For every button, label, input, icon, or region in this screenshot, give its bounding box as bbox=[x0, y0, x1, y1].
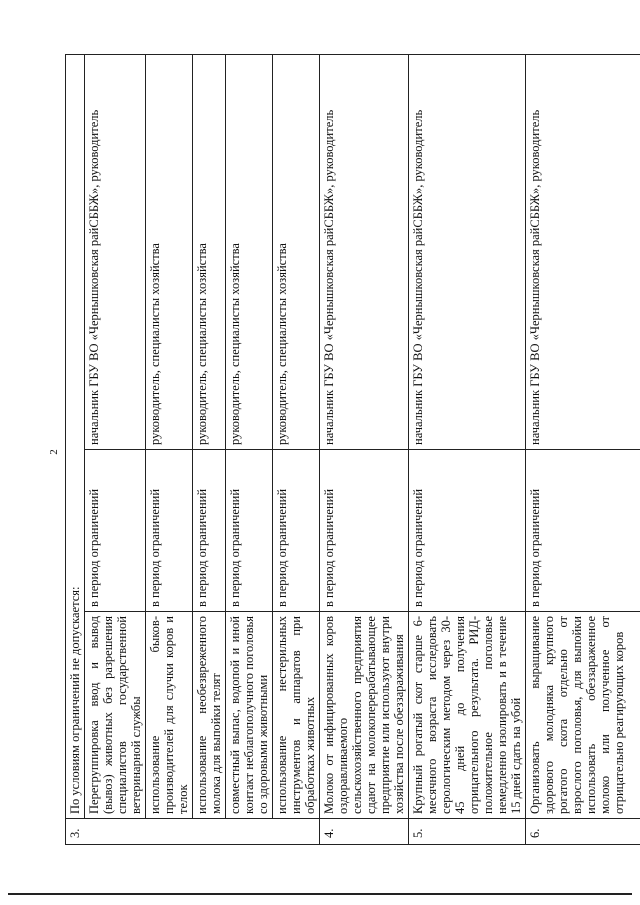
responsible-cell: руководитель, специалисты хозяйства bbox=[273, 55, 320, 450]
deadline-cell: в период ограничений bbox=[409, 450, 526, 612]
table-row bbox=[526, 55, 640, 845]
measure-cell: Организовать выращивание здорового молодняка крупного рогатого скота отдельно от взрослого поголовья, для выпойки использовать обеззараженное молоко или полученное от отрицательно реагирующих коров bbox=[526, 612, 640, 819]
bottom-rule bbox=[8, 893, 632, 895]
table-row bbox=[85, 55, 146, 845]
responsible-cell: руководитель, специалисты хозяйства bbox=[226, 55, 273, 450]
measure-cell: совместный выпас, водопой и иной контакт неблагополучного поголовья со здоровыми животными bbox=[226, 612, 273, 819]
responsible-cell: начальник ГБУ ВО «Чернышковская райСББЖ», руководитель bbox=[320, 55, 409, 450]
row-number: 5. bbox=[409, 819, 526, 845]
measures-table bbox=[65, 54, 640, 845]
deadline-cell: в период ограничений bbox=[526, 450, 640, 612]
table-row bbox=[320, 55, 409, 845]
deadline-cell: в период ограничений bbox=[193, 450, 226, 612]
page-number: 2 bbox=[48, 449, 60, 455]
measure-cell: Крупный рогатый скот старше 6-месячного возраста исследовать серологическим методом через 30-45 дней до получения отрицательного результата. РИД-положительное поголовье немедленно изолировать и в течение 15 дней сдать на убой bbox=[409, 612, 526, 819]
responsible-cell: начальник ГБУ ВО «Чернышковская райСББЖ», руководитель bbox=[85, 55, 146, 450]
responsible-cell: начальник ГБУ ВО «Чернышковская райСББЖ», руководитель bbox=[409, 55, 526, 450]
deadline-cell: в период ограничений bbox=[273, 450, 320, 612]
responsible-cell: начальник ГБУ ВО «Чернышковская райСББЖ», руководитель bbox=[526, 55, 640, 450]
measure-cell: использование быков-производителей для случки коров и телок bbox=[146, 612, 193, 819]
measure-cell: Перегруппировка ввод и вывод (вывоз) животных без разрешения специалистов государственной ветеринарной службы bbox=[85, 612, 146, 819]
responsible-cell: руководитель, специалисты хозяйства bbox=[146, 55, 193, 450]
deadline-cell: в период ограничений bbox=[146, 450, 193, 612]
table-row bbox=[193, 55, 226, 845]
table-row bbox=[226, 55, 273, 845]
table-row bbox=[146, 55, 193, 845]
rotated-table-wrapper bbox=[65, 55, 626, 845]
table-row bbox=[273, 55, 320, 845]
row-number: 3. bbox=[66, 819, 320, 845]
table-row bbox=[66, 55, 85, 845]
measure-cell: Молоко от инфицированных коров оздоравливаемого сельскохозяйственного предприятия сдают на молокоперерабатывающее предприятие или используют внутри хозяйства после обеззараживания bbox=[320, 612, 409, 819]
row-number: 6. bbox=[526, 819, 640, 845]
measure-cell: использование нестерильных инструментов и аппаратов при обработках животных bbox=[273, 612, 320, 819]
deadline-cell: в период ограничений bbox=[226, 450, 273, 612]
section-header: По условиям ограничений не допускается: bbox=[66, 55, 85, 819]
row-number: 4. bbox=[320, 819, 409, 845]
measure-cell: использование необезвреженного молока для выпойки телят bbox=[193, 612, 226, 819]
table-row bbox=[409, 55, 526, 845]
deadline-cell: в период ограничений bbox=[85, 450, 146, 612]
responsible-cell: руководитель, специалисты хозяйства bbox=[193, 55, 226, 450]
deadline-cell: в период ограничений bbox=[320, 450, 409, 612]
